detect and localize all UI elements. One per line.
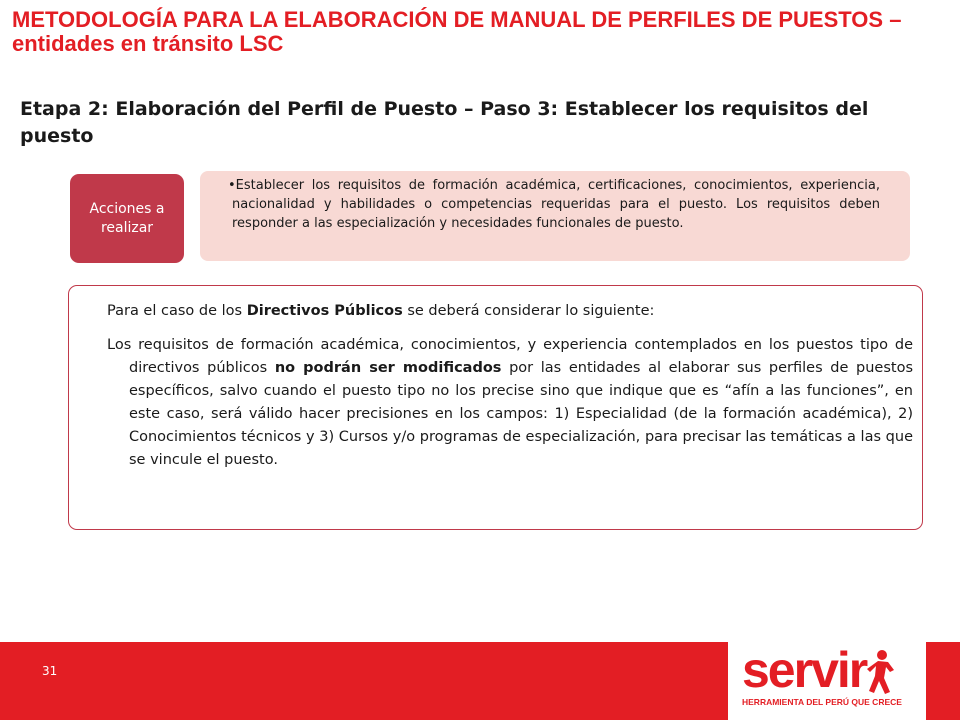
intro-bold-text: Directivos Públicos xyxy=(246,303,403,319)
acciones-box xyxy=(200,171,910,261)
pushing-figure-icon xyxy=(860,648,900,696)
acciones-label xyxy=(70,174,184,263)
intro-text-before: Para el caso de los xyxy=(107,303,247,319)
body-text-after: por las entidades al elaborar sus perfiles de puestos específicos, salvo cuando el puesto tipo no los precise sino que indique que es “afín a las funciones”, en este caso, será válido hacer precisiones en los campos: 1) Especialidad (de la formación académica), 2) Conocimientos técnicos y 3) Cursos y/o programas de especialización, para precisar las temáticas a las que se vincule el puesto. xyxy=(129,360,914,468)
page-number: 31 xyxy=(42,664,58,678)
bullet-glyph: • xyxy=(228,178,236,193)
directivos-box xyxy=(68,285,923,530)
intro-text-after: se deberá considerar lo siguiente: xyxy=(402,303,655,319)
directivos-body xyxy=(107,334,913,472)
logo-tagline: HERRAMIENTA DEL PERÚ QUE CRECE xyxy=(742,697,902,707)
body-bold-text: no podrán ser modificados xyxy=(274,360,502,376)
slide-title: METODOLOGÍA PARA LA ELABORACIÓN DE MANUAL DE PERFILES DE PUESTOS – entidades en tránsito LSC xyxy=(12,7,902,56)
directivos-intro xyxy=(107,300,913,323)
acciones-label-text: Acciones a realizar xyxy=(89,200,165,236)
acciones-text: Establecer los requisitos de formación académica, certificaciones, conocimientos, experiencia, nacionalidad y habilidades o competencias requeridas para el puesto. Los requisitos deben responder a las especialización y necesidades funcionales de puesto. xyxy=(232,178,880,231)
acciones-bullet-item xyxy=(228,176,880,233)
body-text-before: Los requisitos de formación académica, conocimientos, y experiencia contemplados en los puestos tipo de directivos públicos xyxy=(107,337,913,376)
stage-heading: Etapa 2: Elaboración del Perfil de Puesto – Paso 3: Establecer los requisitos del puesto xyxy=(20,98,869,147)
logo-wordmark: servir xyxy=(742,642,867,698)
servir-logo xyxy=(728,642,926,720)
